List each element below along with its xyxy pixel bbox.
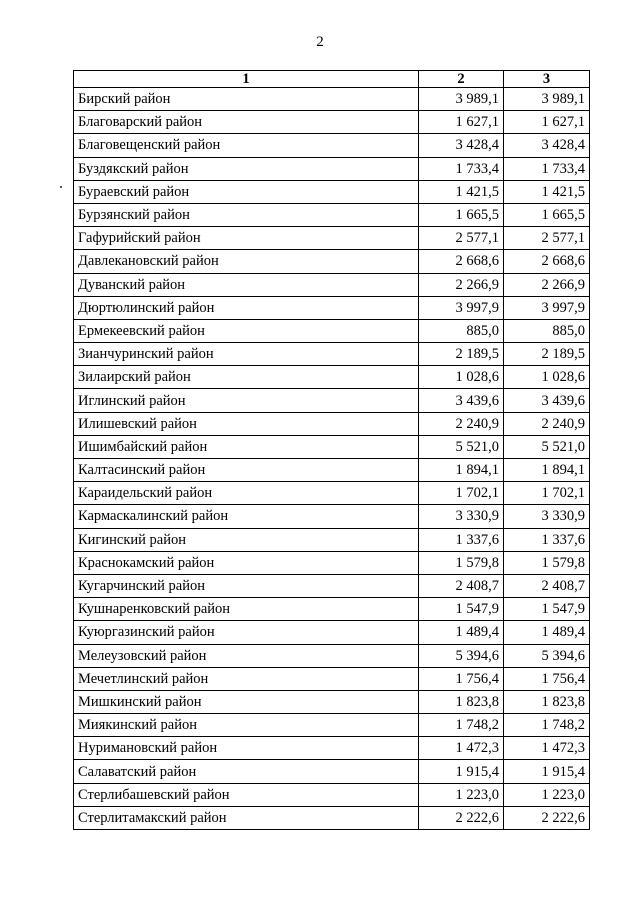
value-cell-col3: 1 702,1 xyxy=(504,482,590,505)
table-row xyxy=(74,389,590,412)
value-cell-col2: 2 577,1 xyxy=(419,227,504,250)
district-name-cell: Благоварский район xyxy=(74,111,419,134)
value-cell-col3: 1 823,8 xyxy=(504,690,590,713)
table-row xyxy=(74,366,590,389)
district-name-cell: Бураевский район xyxy=(74,180,419,203)
table-row xyxy=(74,806,590,829)
value-cell-col3: 1 748,2 xyxy=(504,714,590,737)
table-row xyxy=(74,296,590,319)
value-cell-col3: 1 756,4 xyxy=(504,667,590,690)
table-row xyxy=(74,88,590,111)
table-row xyxy=(74,459,590,482)
value-cell-col2: 1 223,0 xyxy=(419,783,504,806)
district-name-cell: Ишимбайский район xyxy=(74,435,419,458)
value-cell-col2: 1 665,5 xyxy=(419,203,504,226)
value-cell-col2: 1 337,6 xyxy=(419,528,504,551)
value-cell-col3: 5 394,6 xyxy=(504,644,590,667)
district-name-cell: Миякинский район xyxy=(74,714,419,737)
district-name-cell: Иглинский район xyxy=(74,389,419,412)
district-name-cell: Давлекановский район xyxy=(74,250,419,273)
value-cell-col3: 1 489,4 xyxy=(504,621,590,644)
value-cell-col2: 2 408,7 xyxy=(419,574,504,597)
value-cell-col2: 1 547,9 xyxy=(419,598,504,621)
value-cell-col3: 1 337,6 xyxy=(504,528,590,551)
value-cell-col3: 3 330,9 xyxy=(504,505,590,528)
value-cell-col3: 3 428,4 xyxy=(504,134,590,157)
value-cell-col3: 1 028,6 xyxy=(504,366,590,389)
value-cell-col3: 1 627,1 xyxy=(504,111,590,134)
value-cell-col2: 1 823,8 xyxy=(419,690,504,713)
value-cell-col3: 2 668,6 xyxy=(504,250,590,273)
value-cell-col3: 3 989,1 xyxy=(504,88,590,111)
value-cell-col2: 1 472,3 xyxy=(419,737,504,760)
district-name-cell: Бурзянский район xyxy=(74,203,419,226)
table-header-row xyxy=(74,71,590,88)
value-cell-col3: 1 223,0 xyxy=(504,783,590,806)
table-row xyxy=(74,690,590,713)
table-row xyxy=(74,180,590,203)
value-cell-col2: 2 240,9 xyxy=(419,412,504,435)
table-row xyxy=(74,111,590,134)
value-cell-col2: 1 627,1 xyxy=(419,111,504,134)
scan-speck xyxy=(60,186,62,188)
value-cell-col3: 1 665,5 xyxy=(504,203,590,226)
value-cell-col2: 1 702,1 xyxy=(419,482,504,505)
value-cell-col2: 3 330,9 xyxy=(419,505,504,528)
value-cell-col2: 2 222,6 xyxy=(419,806,504,829)
value-cell-col3: 1 579,8 xyxy=(504,551,590,574)
district-name-cell: Калтасинский район xyxy=(74,459,419,482)
value-cell-col3: 885,0 xyxy=(504,319,590,342)
table-row xyxy=(74,598,590,621)
table-row xyxy=(74,134,590,157)
table-row xyxy=(74,227,590,250)
table-row xyxy=(74,760,590,783)
table-row xyxy=(74,273,590,296)
value-cell-col2: 3 997,9 xyxy=(419,296,504,319)
district-name-cell: Бирский район xyxy=(74,88,419,111)
value-cell-col2: 5 521,0 xyxy=(419,435,504,458)
value-cell-col3: 3 997,9 xyxy=(504,296,590,319)
district-name-cell: Краснокамский район xyxy=(74,551,419,574)
table-row xyxy=(74,482,590,505)
value-cell-col3: 3 439,6 xyxy=(504,389,590,412)
value-cell-col2: 3 439,6 xyxy=(419,389,504,412)
table-row xyxy=(74,783,590,806)
value-cell-col3: 5 521,0 xyxy=(504,435,590,458)
district-name-cell: Кармаскалинский район xyxy=(74,505,419,528)
district-name-cell: Буздякский район xyxy=(74,157,419,180)
table-row xyxy=(74,343,590,366)
value-cell-col2: 885,0 xyxy=(419,319,504,342)
district-name-cell: Илишевский район xyxy=(74,412,419,435)
district-name-cell: Стерлибашевский район xyxy=(74,783,419,806)
value-cell-col3: 1 547,9 xyxy=(504,598,590,621)
value-cell-col3: 2 266,9 xyxy=(504,273,590,296)
table-row xyxy=(74,157,590,180)
column-header-1: 1 xyxy=(74,71,419,88)
value-cell-col3: 1 915,4 xyxy=(504,760,590,783)
value-cell-col3: 2 577,1 xyxy=(504,227,590,250)
value-cell-col3: 1 472,3 xyxy=(504,737,590,760)
table-row xyxy=(74,714,590,737)
district-name-cell: Кушнаренковский район xyxy=(74,598,419,621)
value-cell-col2: 5 394,6 xyxy=(419,644,504,667)
district-name-cell: Кигинский район xyxy=(74,528,419,551)
table-row xyxy=(74,528,590,551)
value-cell-col2: 1 579,8 xyxy=(419,551,504,574)
column-header-2: 2 xyxy=(419,71,504,88)
district-name-cell: Куюргазинский район xyxy=(74,621,419,644)
table-row xyxy=(74,737,590,760)
district-name-cell: Караидельский район xyxy=(74,482,419,505)
value-cell-col2: 3 989,1 xyxy=(419,88,504,111)
value-cell-col2: 1 748,2 xyxy=(419,714,504,737)
district-name-cell: Нуримановский район xyxy=(74,737,419,760)
table-row xyxy=(74,319,590,342)
district-name-cell: Мечетлинский район xyxy=(74,667,419,690)
value-cell-col2: 2 266,9 xyxy=(419,273,504,296)
value-cell-col2: 1 733,4 xyxy=(419,157,504,180)
value-cell-col2: 2 189,5 xyxy=(419,343,504,366)
value-cell-col3: 1 421,5 xyxy=(504,180,590,203)
district-name-cell: Благовещенский район xyxy=(74,134,419,157)
district-name-cell: Гафурийский район xyxy=(74,227,419,250)
district-name-cell: Ермекеевский район xyxy=(74,319,419,342)
value-cell-col2: 1 028,6 xyxy=(419,366,504,389)
value-cell-col2: 1 489,4 xyxy=(419,621,504,644)
table-row xyxy=(74,574,590,597)
table-row xyxy=(74,250,590,273)
table-row xyxy=(74,644,590,667)
value-cell-col2: 3 428,4 xyxy=(419,134,504,157)
value-cell-col3: 1 733,4 xyxy=(504,157,590,180)
table-row xyxy=(74,621,590,644)
district-name-cell: Дюртюлинский район xyxy=(74,296,419,319)
value-cell-col2: 1 894,1 xyxy=(419,459,504,482)
district-name-cell: Дуванский район xyxy=(74,273,419,296)
district-name-cell: Кугарчинский район xyxy=(74,574,419,597)
table-body xyxy=(74,88,590,830)
district-name-cell: Стерлитамакский район xyxy=(74,806,419,829)
value-cell-col2: 1 915,4 xyxy=(419,760,504,783)
table-row xyxy=(74,435,590,458)
page-number: 2 xyxy=(316,34,324,50)
table-row xyxy=(74,551,590,574)
value-cell-col3: 2 408,7 xyxy=(504,574,590,597)
column-header-3: 3 xyxy=(504,71,590,88)
table-row xyxy=(74,667,590,690)
value-cell-col3: 1 894,1 xyxy=(504,459,590,482)
value-cell-col2: 1 421,5 xyxy=(419,180,504,203)
value-cell-col2: 2 668,6 xyxy=(419,250,504,273)
district-name-cell: Зианчуринский район xyxy=(74,343,419,366)
district-name-cell: Салаватский район xyxy=(74,760,419,783)
district-name-cell: Зилаирский район xyxy=(74,366,419,389)
district-name-cell: Мелеузовский район xyxy=(74,644,419,667)
table-row xyxy=(74,412,590,435)
table-row xyxy=(74,203,590,226)
value-cell-col3: 2 240,9 xyxy=(504,412,590,435)
district-name-cell: Мишкинский район xyxy=(74,690,419,713)
district-table xyxy=(73,70,590,830)
table-row xyxy=(74,505,590,528)
value-cell-col3: 2 222,6 xyxy=(504,806,590,829)
value-cell-col3: 2 189,5 xyxy=(504,343,590,366)
value-cell-col2: 1 756,4 xyxy=(419,667,504,690)
